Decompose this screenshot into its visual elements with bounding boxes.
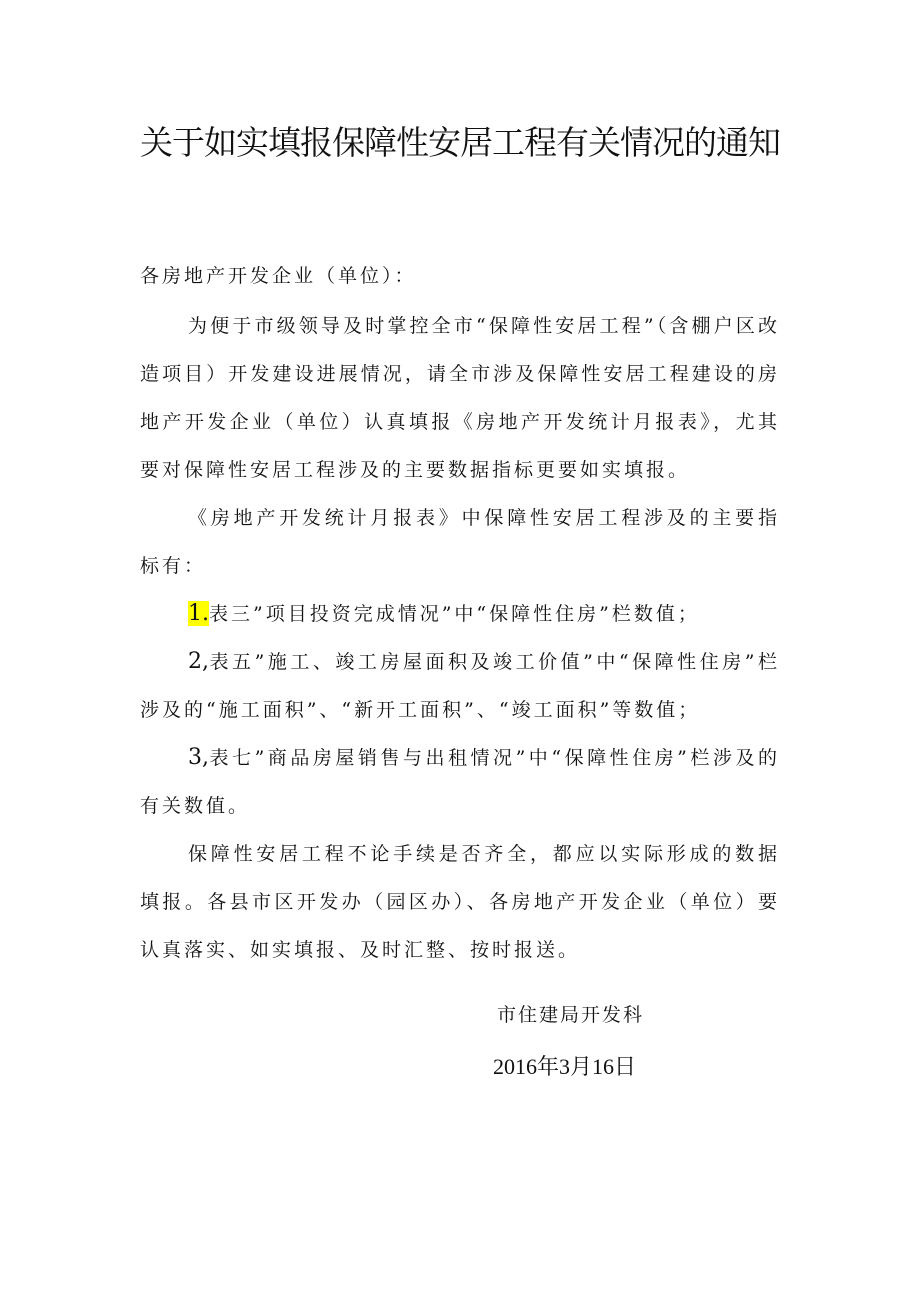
item-number: 2, — [188, 649, 209, 674]
salutation: 各房地产开发企业（单位）： — [140, 265, 417, 287]
item-number: 3, — [188, 745, 209, 770]
document-title: 关于如实填报保障性安居工程有关情况的通知 — [140, 123, 780, 162]
list-item-3 — [140, 734, 780, 830]
list-item-2 — [140, 638, 780, 734]
list-item-3-text: 表七”商品房屋销售与出租情况”中“保障性住房”栏涉及的有关数值。 — [140, 747, 780, 817]
highlighted-item-number: 1. — [188, 601, 209, 626]
paragraph-requirements: 保障性安居工程不论手续是否齐全，都应以实际形成的数据填报。各县市区开发办（园区办）、各房地产开发企业（单位）要认真落实、如实填报、及时汇整、按时报送。 — [140, 843, 780, 961]
list-item-1-text: 表三”项目投资完成情况”中“保障性住房”栏数值； — [209, 603, 700, 625]
paragraph-purpose: 为便于市级领导及时掌控全市“保障性安居工程”（含棚户区改造项目）开发建设进展情况，请全市涉及保障性安居工程建设的房地产开发企业（单位）认真填报《房地产开发统计月报表》，尤其要对保障性安居工程涉及的主要数据指标更要如实填报。 — [140, 315, 780, 481]
document-date: 2016年3月16日 — [493, 1054, 637, 1079]
signature-department: 市住建局开发科 — [497, 1004, 645, 1026]
list-item-1 — [140, 590, 780, 638]
paragraph-indicators-intro: 《房地产开发统计月报表》中保障性安居工程涉及的主要指标有： — [140, 507, 780, 577]
list-item-2-text: 表五”施工、竣工房屋面积及竣工价值”中“保障性住房”栏涉及的“施工面积”、“新开工面积”、“竣工面积”等数值； — [140, 651, 780, 721]
